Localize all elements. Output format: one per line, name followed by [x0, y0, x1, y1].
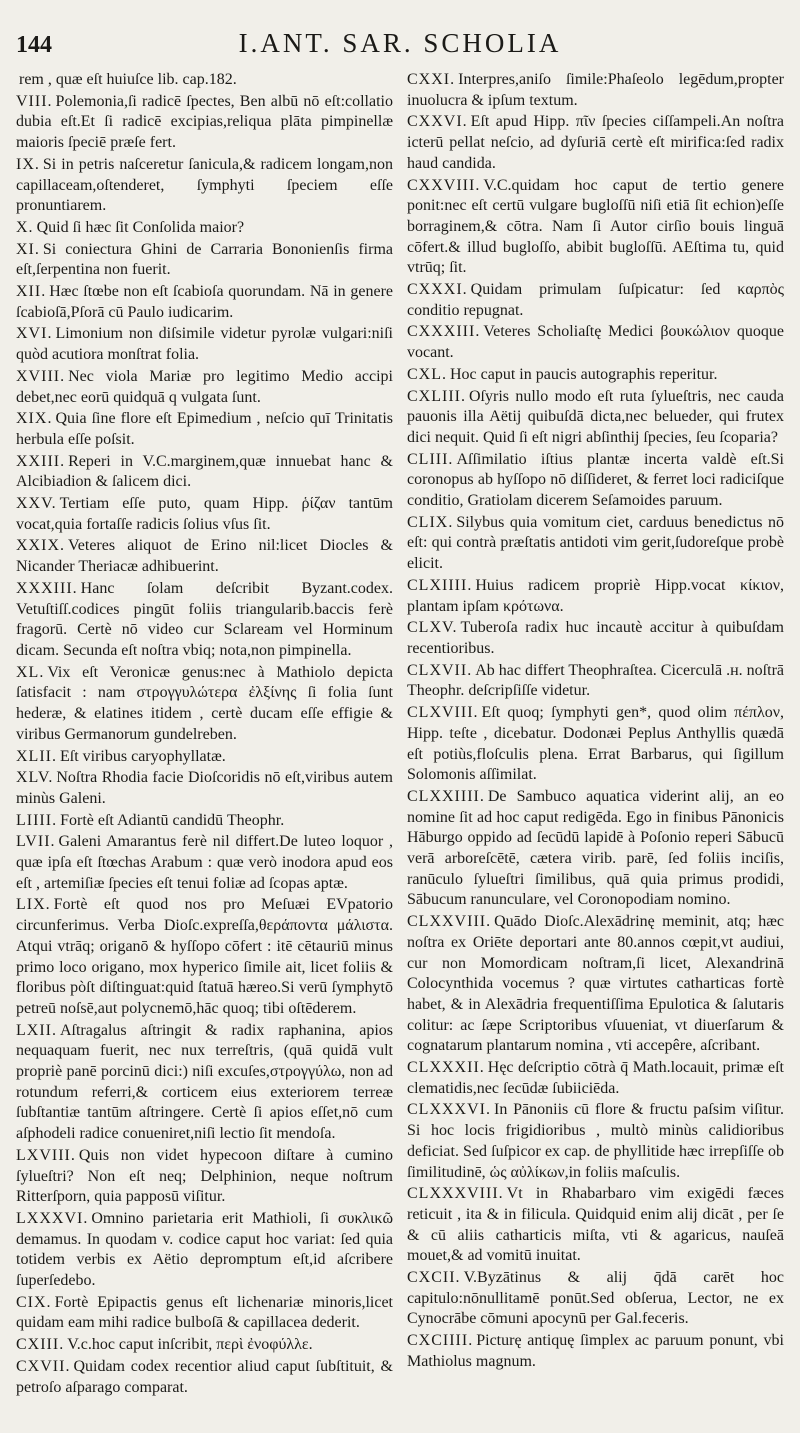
- scholion-label: CLXXVIII.: [407, 913, 492, 931]
- scholion-text: Si in petris naſceretur ſanicula,& radicem longam,non capillaceam,oſtenderet, ſymphyti ſpeciem eſſe pronuntiarem.: [16, 155, 393, 215]
- scholion-label: XLII.: [16, 747, 57, 765]
- scholion-label: CXCIIII.: [407, 1332, 474, 1350]
- scholion-entry: [407, 365, 784, 386]
- right-column: [407, 70, 784, 1420]
- page-number: 144: [16, 32, 52, 58]
- scholion-label: XXXIII.: [16, 579, 78, 597]
- scholion-text: Galeni Amarantus ferè nil differt.De luteo loquor , quæ ipſa eſt ſtœchas Arabum : quæ verò inodora apud eos eſt , artemiſiæ ſpecies eſt tenui foliæ ad ſcopas aptæ.: [16, 833, 393, 892]
- scholion-text: Vix eſt Veronicæ genus:nec à Mathiolo depicta ſatisfacit : nam στρογγυλώτερα ἐλξίνης ſi folia ſunt hederæ, & elatines itidem , certè ducam eſſe effigie & viribus Germanorum gundelreben.: [16, 663, 393, 743]
- scholion-text: Quis non videt hypecoon diſtare à cumino ſylueſtri? Non eſt neq; Delphinion, neque noſtrum Ritterſporn, quia papposū viſitur.: [16, 1146, 393, 1206]
- scholion-label: LXXXVI.: [16, 1209, 89, 1227]
- scholion-label: CXXVIII.: [407, 176, 481, 194]
- scholion-label: CLXV.: [407, 619, 458, 637]
- scholion-entry: [16, 768, 393, 809]
- scholion-entry: [16, 92, 393, 154]
- text-columns: [16, 70, 784, 1420]
- scholion-label: CLXXIIII.: [407, 787, 485, 805]
- scholion-text: De Sambuco aquatica viderint alij, an eo nomine ſit ad hoc caput redigēda. Ego in finibus Pānonicis Hāburgo oppido ad ſecūdū lapidē à Poſonio reperi Sābucū verā arboreſcētē, cætera virib. parē, ſed foliis inciſis, ranūculo ſylueſtri ſimilibus, quā quia primus prodidi, Sābucum ranunculare, vel Coronopodiam nomino.: [407, 787, 784, 909]
- scholion-label: XIX.: [16, 410, 53, 428]
- scholion-entry: [407, 387, 784, 449]
- scholion-text: Fortè eſt Adiantū candidū Theophr.: [60, 811, 285, 829]
- scholion-text: Quia ſine flore eſt Epimedium , neſcio quī Trinitatis herbula eſſe poſsit.: [16, 410, 393, 448]
- scholion-text: Veteres Scholiaſtę Medici βουκώλιον quoque vocant.: [407, 323, 784, 362]
- scholion-entry: [16, 1335, 393, 1356]
- scholion-label: XXIII.: [16, 452, 66, 470]
- scholion-entry: [407, 703, 784, 786]
- scholion-text: Tertiam eſſe puto, quam Hipp. ῥίζαν tantūm vocat,quia fortaſſe radicis ſolius vſus ſit.: [16, 495, 393, 533]
- scholion-text: Eſt apud Hipp. πῖν ſpecies ciſſampeli.An noſtra icterū pellat neſcio, ad dyſuriā certè eſt mirifica:ſed radix haud candida.: [407, 113, 784, 172]
- scholion-entry: [407, 1058, 784, 1099]
- scholion-entry: [16, 1357, 393, 1398]
- scholion-entry: [16, 1293, 393, 1334]
- scholion-label: CXCII.: [407, 1269, 461, 1287]
- page-header: [16, 28, 784, 64]
- scholion-label: XI.: [16, 240, 40, 258]
- scholion-text: In Pānoniis cū flore & fructu paſsim viſitur. Si hoc locis frigidioribus , multò minùs calidioribus deficiat. Sed ſuſpicor ex cap. de phyllitide hæc irrepſiſſe ob ſimilitudinē, ὡς αὐλίκων,in foliis maſculis.: [407, 1101, 784, 1181]
- scholion-label: XVIII.: [16, 367, 66, 385]
- scholion-label: CXVII.: [16, 1357, 71, 1375]
- scholion-label: LVII.: [16, 833, 56, 851]
- scholion-label: CXXXI.: [407, 281, 468, 299]
- scholion-text: Huius radicem propriè Hipp.vocat κίκιον, plantam ipſam κρότωνα.: [407, 576, 784, 615]
- scholion-text: Aſtragalus aſtringit & radix raphanina, apios nequaquam fuerit, nec nux terreſtris, (quā quidā vult propriè panē porcinū dici:) niſi excuſes,στρογγύλω, non ad rotundum referri,& corticem eius exteriorem terreæ ſubſtantiæ tantūm aſtringere. Certè ſi apios eſſet,nō cum aſphodeli radice conueniret,niſi lectio ſit mendoſa.: [16, 1021, 393, 1143]
- scholion-text: Fortè eſt quod nos pro Meſuæi EVpatorio circunferimus. Verba Dioſc.expreſſa,θεράποντα μάλιστα. Atqui vtrāq; origanō & hyſſopo cōfert : itē cētauriū minus primo loco origano, mox hyperico ſimile ait, licet foliis & floribus pòſt diſtinguat:quid ſtatuā hæreo.Si verū ſymphytō petreū noſsē,aut polycnemō,hāc quoq; tibi oſtēderem.: [16, 896, 393, 1017]
- scholion-label: LXVIII.: [16, 1146, 76, 1164]
- scholion-entry: [16, 1209, 393, 1292]
- scholion-text: Omnino parietaria erit Mathioli, ſi συκλικῶ demamus. In quodam v. codice caput hoc variat: ſed quia totidem verbis ex Aëtio depromptum eſt,id aſcribere ſuperſedebo.: [16, 1209, 393, 1290]
- scholion-text: Limonium non diſsimile videtur pyrolæ vulgari:niſi quòd acutiora monſtrat folia.: [16, 325, 393, 364]
- scholion-text: Veteres aliquot de Erino nil:licet Diocles & Nicander Theriacæ adhibuerint.: [16, 537, 393, 576]
- scholion-text: Si coniectura Ghini de Carraria Bononienſis firma eſt,ſerpentina non fuerit.: [16, 240, 393, 279]
- scholion-entry: [16, 155, 393, 217]
- scholion-text: Quidam codex recentior aliud caput ſubſtituit, & petroſo aſparago comparat.: [16, 1357, 393, 1396]
- scholion-entry: [16, 409, 393, 450]
- scholion-label: CXLIII.: [407, 387, 466, 405]
- scholion-entry: [407, 513, 784, 575]
- scholion-entry: [16, 452, 393, 493]
- scholion-label: CLXVIII.: [407, 704, 479, 722]
- scholion-entry: [16, 1021, 393, 1145]
- scholion-entry: [407, 787, 784, 911]
- scholion-entry: [16, 1146, 393, 1208]
- scholion-text: rem , quæ eſt huiuſce lib. cap.182.: [19, 71, 237, 88]
- running-title: I.ANT. SAR. SCHOLIA: [238, 28, 562, 58]
- scholion-label: LIX.: [16, 896, 51, 914]
- scholion-label: CXL.: [407, 365, 447, 383]
- scholion-label: LIIII.: [16, 811, 58, 829]
- scholion-label: CLXXXVI.: [407, 1101, 491, 1119]
- scholion-entry: [407, 661, 784, 702]
- scholion-label: XVI.: [16, 325, 53, 343]
- scholion-label: XLV.: [16, 769, 54, 787]
- left-column: [16, 70, 393, 1420]
- scholion-entry: [16, 895, 393, 1019]
- scholion-text: Vt in Rhabarbaro vim exigēdi fæces reticuit , ita & in filicula. Quidquid enim alij dicāt , per ſe & cū aliis catharticis miſta, vti & agaricus, nauſeā mouet,& ad vomitū inuitat.: [407, 1185, 784, 1265]
- scholion-label: CLIII.: [407, 450, 454, 468]
- scholion-text: V.Byzātinus & alij q̄dā carēt hoc capitulo:nōnullitamē ponūt.Sed obſerua, Lector, ne ex Cynocrābe cōmuni apocynū per Gal.feceris.: [407, 1269, 784, 1328]
- scholion-text: Aſſimilatio iſtius plantæ incerta valdè eſt.Si coronopus ab hyſſopo nō diſſideret, & ferret loci radiciſque conditio, Gratiolam dicerem Seſamoides paruum.: [407, 450, 784, 510]
- scholion-label: XXV.: [16, 495, 57, 513]
- scholion-text: Noſtra Rhodia facie Dioſcoridis nō eſt,viribus autem minùs Galeni.: [16, 769, 393, 807]
- scholion-text: Oſyris nullo modo eſt ruta ſylueſtris, nec cauda pauonis illa Aëtij quibuſdā dicta,nec belueder, qui frutex dici nequit. Quid ſi eſt nigri abſinthij ſpecies, ſeu ſcoparia?: [407, 387, 784, 446]
- scholion-label: XXIX.: [16, 537, 65, 555]
- scholion-text: Hanc ſolam deſcribit Byzant.codex. Vetuſtiſſ.codices pingūt foliis triangularib.baccis ferè fragorū. Certè nō video cur Sclaream vel Horminum dicam. Secunda eſt noſtra vbiq; nota,non pimpinella.: [16, 579, 393, 659]
- scholion-text: Hæc ſtœbe non eſt ſcabioſa quorundam. Nā in genere ſcabioſā,Pſorā cū Paulo iudicarim.: [16, 283, 393, 321]
- scholion-text: Eſt viribus caryophyllatæ.: [59, 747, 226, 765]
- scholion-label: CIX.: [16, 1293, 52, 1311]
- scholion-text: Eſt quoq; ſymphyti gen*, quod olim πέπλον, Hipp. teſte , dicebatur. Dodonæi Peplus Anthyllis quædā eſt potiùs,floſculis plena. Errat Barbarus, qui ſigillum Solomonis aſſimilat.: [407, 704, 784, 784]
- scholion-label: IX.: [16, 155, 40, 173]
- scholion-text: Silybus quia vomitum ciet, carduus benedictus nō eſt: qui contrà præſtatis antidoti vim gerit,ſudoreſque probè elicit.: [407, 513, 784, 573]
- scholion-entry: [16, 494, 393, 535]
- scholion-entry: [16, 70, 393, 91]
- scholion-entry: [407, 322, 784, 363]
- scholion-text: Polemonia,ſi radicē ſpectes, Ben albū nō eſt:collatio dubia eſt.Et ſi radicē excipias,reliqua plāta pimpinellæ maioris ſpeciē præſe fert.: [16, 92, 393, 152]
- scholion-entry: [407, 1184, 784, 1267]
- scholion-text: V.c.hoc caput inſcribit, περὶ ἐνοφύλλε.: [67, 1336, 313, 1354]
- scholion-entry: [16, 367, 393, 408]
- scholion-entry: [16, 282, 393, 323]
- scholion-label: CXXI.: [407, 71, 456, 88]
- scholion-entry: [407, 576, 784, 617]
- scholion-entry: [16, 218, 393, 239]
- scholion-text: Hęc deſcriptio cōtrà q̄ Math.locauit, primæ eſt clematidis,nec ſecūdæ ſubiiciēda.: [407, 1059, 784, 1097]
- scholion-label: X.: [16, 218, 34, 236]
- scholion-text: Quādo Dioſc.Alexādrinę meminit, atq; hæc noſtra ex Oriēte deportari ante 80.annos cœpit,vt audiui, cur non Momordicam noſtram,ſi licet, Alexandrinā Colocynthida vocemus ? quæ virtutes catharticas fortè habet, & in Alexādria frequentiſſima Epulotica & ſalutaris colitur: ac ſæpe Scriptoribus vſuueniat, vt diuerſarum & cognatarum plantarum nomina , vti accepêre, aſcribant.: [407, 913, 784, 1055]
- scholion-text: Interpres,aniſo ſimile:Phaſeolo legēdum,propter inuolucra & ipſum textum.: [407, 71, 784, 109]
- scholion-text: Nec viola Mariæ pro legitimo Medio accipi debet,nec eorū quidquā q vulgata ſunt.: [16, 367, 393, 406]
- scholion-text: Hoc caput in paucis autographis reperitur.: [450, 365, 718, 383]
- scholion-entry: [407, 1100, 784, 1183]
- scholion-label: LXII.: [16, 1021, 57, 1039]
- scholion-label: VIII.: [16, 92, 53, 110]
- scholion-entry: [407, 1268, 784, 1330]
- scholion-entry: [16, 240, 393, 281]
- scholion-label: CXXXIII.: [407, 323, 481, 341]
- scholion-entry: [407, 1331, 784, 1372]
- scholion-entry: [16, 536, 393, 577]
- scholion-text: Fortè Epipactis genus eſt lichenariæ minoris,licet quidam eam mihi radice bulboſā & capillacea dederit.: [16, 1293, 393, 1332]
- scholion-entry: [407, 450, 784, 512]
- scholion-text: Quid ſi hæc ſit Conſolida maior?: [36, 218, 245, 236]
- scholion-text: Picturę antiquę ſimplex ac paruum ponunt, vbi Mathiolus magnum.: [407, 1332, 784, 1370]
- scholion-entry: [407, 70, 784, 111]
- scholion-label: CXXVI.: [407, 113, 468, 131]
- scholion-label: CLXIIII.: [407, 576, 473, 594]
- scholion-entry: [16, 663, 393, 746]
- scholion-text: Tuberoſa radix huc incautè accitur à quibuſdam recentioribus.: [407, 619, 784, 657]
- scholion-entry: [16, 579, 393, 662]
- scholion-label: CLIX.: [407, 513, 454, 531]
- scholion-entry: [16, 747, 393, 768]
- scholion-label: XII.: [16, 283, 47, 301]
- scholion-label: CXIII.: [16, 1336, 65, 1354]
- scholion-entry: [407, 618, 784, 659]
- scholion-entry: [16, 811, 393, 832]
- scholion-text: Ab hac differt Theophraſtea. Cicerculā .н. noſtrā Theophr. deſcripſiſſe videtur.: [407, 661, 784, 700]
- scholion-entry: [407, 912, 784, 1057]
- scholion-label: CLXXXVIII.: [407, 1185, 504, 1203]
- scholion-label: CLXXXII.: [407, 1059, 485, 1077]
- scholion-entry: [407, 176, 784, 280]
- scholion-text: Reperi in V.C.marginem,quæ innuebat hanc & Alcibiadion & ſalicem dici.: [16, 452, 393, 491]
- scholion-entry: [407, 280, 784, 321]
- scholion-label: CLXVII.: [407, 661, 473, 679]
- scholion-entry: [407, 112, 784, 174]
- scholion-label: XL.: [16, 663, 45, 681]
- scholion-text: Quidam primulam ſuſpicatur: ſed καρπὸς conditio repugnat.: [407, 281, 784, 319]
- scholion-entry: [16, 832, 393, 894]
- scholion-entry: [16, 324, 393, 365]
- scholion-text: V.C.quidam hoc caput de tertio genere ponit:nec eſt certū vulgare bugloſſū niſi etiā ſit echion)eſſe borraginem,& cōtra. Nam ſi Autor cirſio bouis linguā cōfert.& illud bugloſſo, abibit bugloſſū. AEſtima tu, quid vtrūq; ſit.: [407, 176, 784, 277]
